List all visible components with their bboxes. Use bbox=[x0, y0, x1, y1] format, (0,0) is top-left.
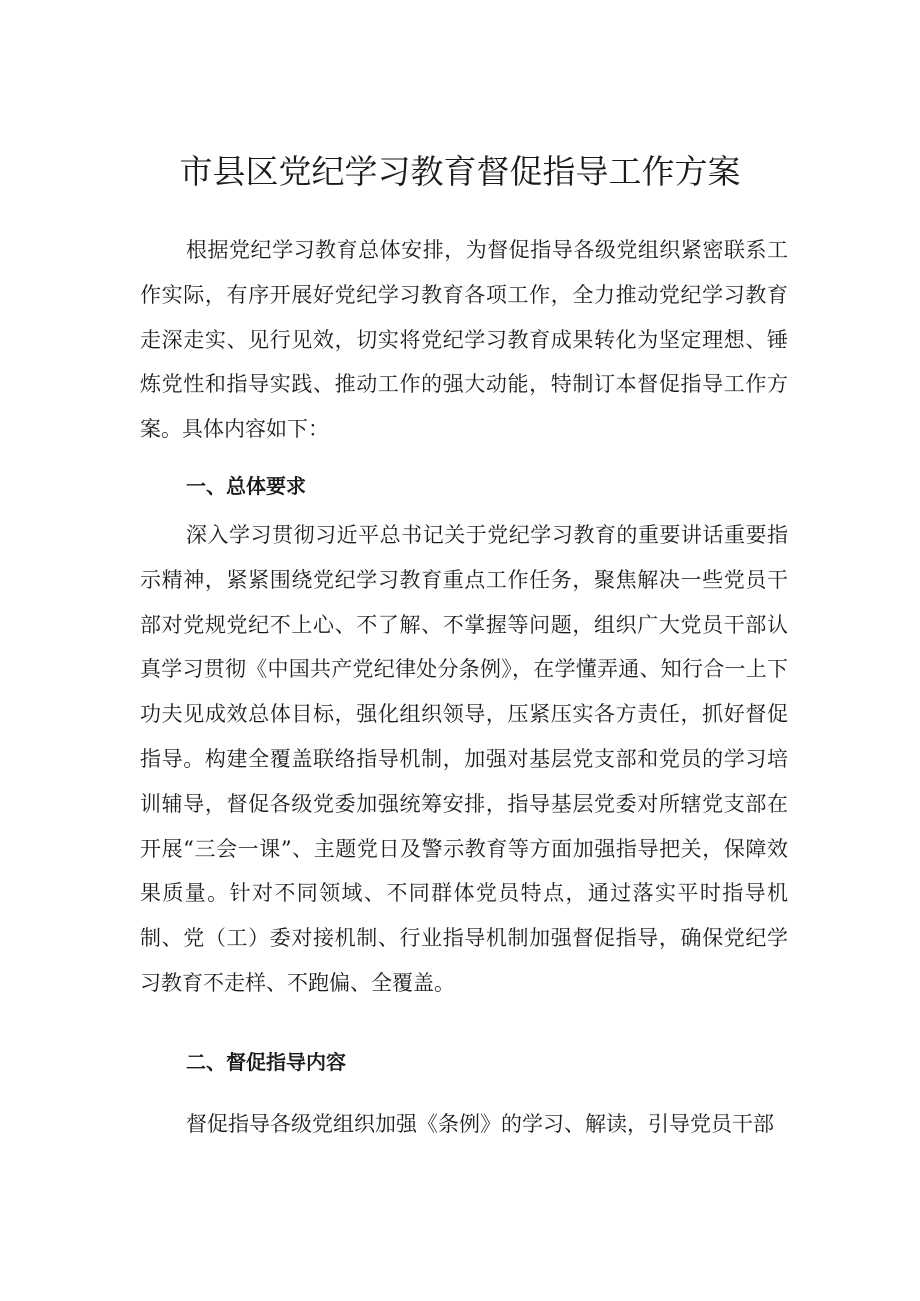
section-body-general-requirements: 深入学习贯彻习近平总书记关于党纪学习教育的重要讲话重要指示精神，紧紧围绕党纪学习教育重点工作任务，聚焦解决一些党员干部对党规党纪不上心、不了解、不掌握等问题，组织广大党员干部认真学习贯彻《中国共产党纪律处分条例》，在学懂弄通、知行合一上下功夫见成效总体目标，强化组织领导，压紧压实各方责任，抓好督促指导。构建全覆盖联络指导机制，加强对基层党支部和党员的学习培训辅导，督促各级党委加强统筹安排，指导基层党委对所辖党支部在开展“三会一课”、主题党日及警示教育等方面加强指导把关，保障效果质量。针对不同领域、不同群体党员特点，通过落实平时指导机制、党（工）委对接机制、行业指导机制加强督促指导，确保党纪学习教育不走样、不跑偏、全覆盖。 bbox=[140, 523, 788, 995]
section-heading-supervision-content: 二、督促指导内容 bbox=[186, 1050, 346, 1074]
document-title: 市县区党纪学习教育督促指导工作方案 bbox=[179, 152, 741, 191]
intro-paragraph: 根据党纪学习教育总体安排，为督促指导各级党组织紧密联系工作实际，有序开展好党纪学习教育各项工作，全力推动党纪学习教育走深走实、见行见效，切实将党纪学习教育成果转化为坚定理想、锤炼党性和指导实践、推动工作的强大动能，特制订本督促指导工作方案。具体内容如下： bbox=[140, 238, 788, 442]
section-heading-general-requirements: 一、总体要求 bbox=[186, 474, 306, 498]
section-body-supervision-content: 督促指导各级党组织加强《条例》的学习、解读，引导党员干部 bbox=[186, 1112, 774, 1136]
